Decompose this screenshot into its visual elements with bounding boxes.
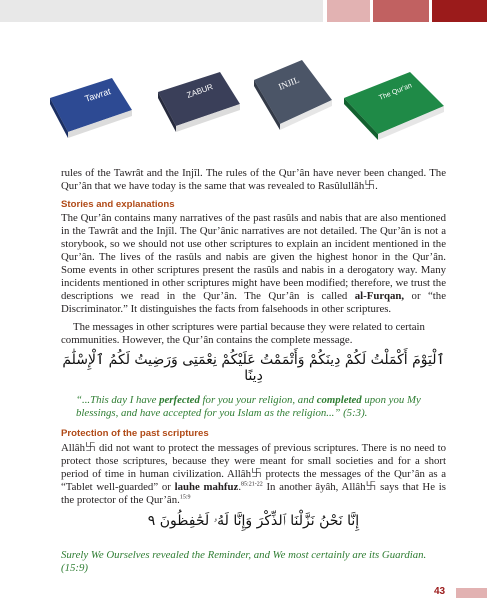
arabic-verse-15-9: إِنَّا نَحْنُ نَزَّلْنَا ٱلذِّكْرَ وَإِنَّا لَهُۥ لَحَٰفِظُونَ ٩ — [147, 513, 360, 529]
book-label-quran: The Qur'an — [378, 82, 414, 102]
messages-paragraph — [61, 321, 446, 347]
stories-paragraph — [61, 212, 446, 316]
header-band-dark-red — [432, 0, 487, 22]
scriptures-illustration — [40, 40, 460, 150]
protection-text-c: In another âyâh, Allâh࿕ says that He is the protector of the Qur’ân. — [61, 481, 446, 506]
book-tawrat-icon — [50, 78, 132, 138]
quote-5-3-a: “...This day I have — [76, 394, 160, 406]
book-label-zabur: ZABUR — [185, 82, 215, 100]
quote-5-3 — [76, 394, 446, 420]
book-label-injil: INJIL — [277, 74, 301, 92]
al-furqan-term: al-Furqan, — [354, 290, 405, 302]
heading-protection: Protection of the past scriptures — [61, 428, 209, 439]
stories-text-end: or “the Discriminator.” It distinguishes the facts from falsehoods in other scriptures. — [61, 290, 446, 315]
protection-text-a: Allâh࿕ did not want to protect the messages of previous scriptures. There is no need to protect those scriptures, because they were meant for small societies and for a short period of time in human civilization. Allâh࿕ protects the messages of the Qur’ân as a “Tablet well-guarded” or — [61, 442, 446, 493]
messages-text: The messages in other scriptures were partial because they were related to certain communities. However, the Qur’ân contains the complete message. — [61, 321, 425, 346]
arabic-verse-5-3: ٱلْيَوْمَ أَكْمَلْتُ لَكُمْ دِينَكُمْ وَأَتْمَمْتُ عَلَيْكُمْ نِعْمَتِى وَرَضِيتُ لَكُمُ ٱلْإِسْلَٰمَ دِينًا — [62, 352, 445, 384]
quote-5-3-completed: completed — [316, 394, 362, 406]
quote-5-3-c: for you your religion, and — [199, 394, 317, 406]
stories-text: The Qur’ân contains many narratives of the past rasûls and nabis that are also mentioned in the Tawrât and the Injîl. The Qur’ânic narratives are not detailed. The Qur’ân is not a storybook, so we should not use other scriptures to explain an incident mentioned in the Qur’ân. The lives of the rasûls and nabis are given the highest honor in the Qur’ân. Some events in other scriptures present the rasûls and nabis in a derogatory way. Many incidents mentioned in other scriptures might have been modified; therefore, we trust the descriptions we read in the Qur’ân. The Qur’ân is called — [61, 212, 446, 302]
protection-paragraph — [61, 442, 446, 507]
header-band-gray — [0, 0, 323, 22]
lauhe-mahfuz-term: lauhe mahfuz — [174, 481, 239, 493]
protection-text-b: . — [238, 481, 242, 493]
book-label-tawrat: Tawrat — [83, 86, 112, 104]
quote-15-9: Surely We Ourselves revealed the Reminder, and We most certainly are its Guardian. (15:9) — [61, 549, 427, 574]
header-band-red — [373, 0, 429, 22]
book-zabur-icon — [158, 72, 240, 132]
intro-text: rules of the Tawrât and the Injîl. The rules of the Qur’ân have never been changed. The Qur’ân that we have today is the same that was revealed to Rasûlullâh࿕. — [61, 167, 446, 192]
ref-85-21-22: 85:21-22 — [241, 481, 263, 488]
heading-stories: Stories and explanations — [61, 199, 175, 210]
quote-5-3-e: upon you My blessings, and have accepted for you Islam as the religion...” (5:3). — [76, 394, 421, 419]
books-svg — [40, 40, 460, 150]
ref-15-9: 15:9 — [179, 494, 191, 501]
book-injil-icon — [254, 60, 332, 130]
book-quran-icon — [344, 72, 444, 140]
header-band-light-red — [327, 0, 370, 22]
footer-accent-bar — [456, 588, 487, 598]
page-number: 43 — [434, 586, 446, 597]
quote-5-3-perfected: perfected — [159, 394, 200, 406]
intro-paragraph — [61, 167, 446, 193]
